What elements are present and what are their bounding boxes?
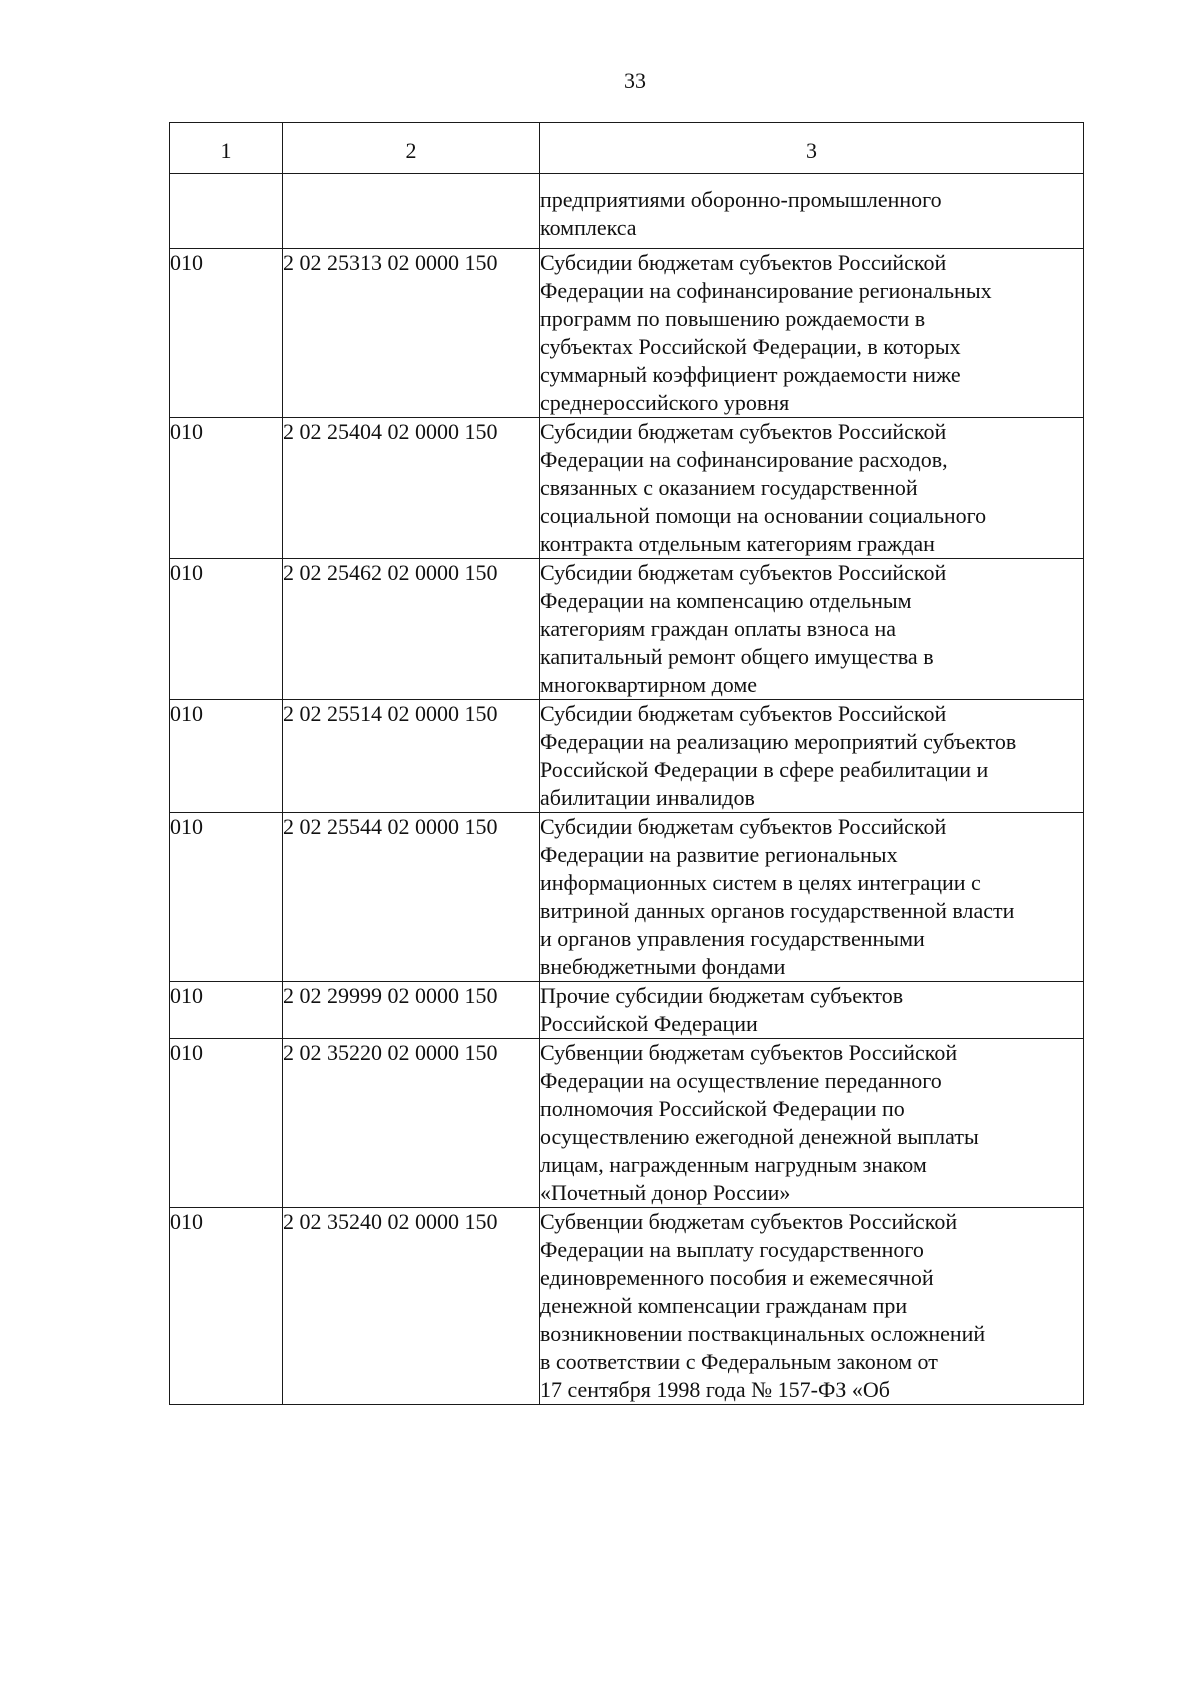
description-line: Федерации на развитие региональных xyxy=(540,842,898,867)
description-cell xyxy=(540,813,1084,982)
description-line: в соответствии с Федеральным законом от xyxy=(540,1349,938,1374)
column-header-2: 2 xyxy=(283,123,540,174)
description-line: Федерации на осуществление переданного xyxy=(540,1068,942,1093)
description-line: Федерации на реализацию мероприятий субъектов xyxy=(540,729,1017,754)
admin-code-cell: 010 xyxy=(170,982,283,1039)
description-cell xyxy=(540,700,1084,813)
description-line: Федерации на выплату государственного xyxy=(540,1237,924,1262)
revenue-code-cell: 2 02 25544 02 0000 150 xyxy=(283,813,540,982)
description-line: капитальный ремонт общего имущества в xyxy=(540,644,934,669)
page-number: 33 xyxy=(624,68,646,93)
table-row xyxy=(170,174,1084,249)
admin-code-cell: 010 xyxy=(170,249,283,418)
revenue-code-cell: 2 02 25462 02 0000 150 xyxy=(283,559,540,700)
revenue-code-cell: 2 02 25404 02 0000 150 xyxy=(283,418,540,559)
description-line: денежной компенсации гражданам при xyxy=(540,1293,908,1318)
description-line: Субвенции бюджетам субъектов Российской xyxy=(540,1040,958,1065)
description-line: предприятиями оборонно-промышленного xyxy=(540,187,942,212)
description-cell xyxy=(540,249,1084,418)
description-line: внебюджетными фондами xyxy=(540,954,786,979)
table-row xyxy=(170,418,1084,559)
revenue-code-cell: 2 02 35220 02 0000 150 xyxy=(283,1039,540,1208)
revenue-code-cell xyxy=(283,174,540,249)
description-cell xyxy=(540,418,1084,559)
description-cell xyxy=(540,982,1084,1039)
table-row xyxy=(170,813,1084,982)
description-line: информационных систем в целях интеграции с xyxy=(540,870,981,895)
description-line: Субсидии бюджетам субъектов Российской xyxy=(540,701,947,726)
description-cell xyxy=(540,1208,1084,1405)
description-line: Российской Федерации в сфере реабилитации и xyxy=(540,757,989,782)
description-cell xyxy=(540,559,1084,700)
description-line: Прочие субсидии бюджетам субъектов xyxy=(540,983,904,1008)
description-cell xyxy=(540,174,1084,249)
budget-codes-table xyxy=(169,122,1084,1405)
description-line: 17 сентября 1998 года № 157-ФЗ «Об xyxy=(540,1377,890,1402)
admin-code-cell: 010 xyxy=(170,418,283,559)
description-line: полномочия Российской Федерации по xyxy=(540,1096,905,1121)
admin-code-cell: 010 xyxy=(170,1039,283,1208)
description-line: витриной данных органов государственной власти xyxy=(540,898,1015,923)
description-line: Субвенции бюджетам субъектов Российской xyxy=(540,1209,958,1234)
description-line: Федерации на компенсацию отдельным xyxy=(540,588,912,613)
table-row xyxy=(170,249,1084,418)
column-header-3: 3 xyxy=(540,123,1084,174)
description-line: Федерации на софинансирование региональных xyxy=(540,278,992,303)
table-header-row xyxy=(170,123,1084,174)
description-line: «Почетный донор России» xyxy=(540,1180,791,1205)
description-line: многоквартирном доме xyxy=(540,672,758,697)
description-line: лицам, награжденным нагрудным знаком xyxy=(540,1152,927,1177)
description-line: Субсидии бюджетам субъектов Российской xyxy=(540,814,947,839)
description-cell xyxy=(540,1039,1084,1208)
column-header-1: 1 xyxy=(170,123,283,174)
revenue-code-cell: 2 02 25514 02 0000 150 xyxy=(283,700,540,813)
revenue-code-cell: 2 02 25313 02 0000 150 xyxy=(283,249,540,418)
description-line: и органов управления государственными xyxy=(540,926,925,951)
description-line: Субсидии бюджетам субъектов Российской xyxy=(540,560,947,585)
description-line: Федерации на софинансирование расходов, xyxy=(540,447,948,472)
description-line: связанных с оказанием государственной xyxy=(540,475,918,500)
description-line: комплекса xyxy=(540,215,637,240)
table-row xyxy=(170,700,1084,813)
description-line: Субсидии бюджетам субъектов Российской xyxy=(540,419,947,444)
description-line: Субсидии бюджетам субъектов Российской xyxy=(540,250,947,275)
admin-code-cell: 010 xyxy=(170,1208,283,1405)
table-row xyxy=(170,1208,1084,1405)
description-line: категориям граждан оплаты взноса на xyxy=(540,616,897,641)
description-line: единовременного пособия и ежемесячной xyxy=(540,1265,934,1290)
description-line: социальной помощи на основании социального xyxy=(540,503,987,528)
description-line: программ по повышению рождаемости в xyxy=(540,306,926,331)
description-line: субъектах Российской Федерации, в которых xyxy=(540,334,961,359)
description-line: осуществлению ежегодной денежной выплаты xyxy=(540,1124,979,1149)
table-row xyxy=(170,982,1084,1039)
revenue-code-cell: 2 02 35240 02 0000 150 xyxy=(283,1208,540,1405)
revenue-code-cell: 2 02 29999 02 0000 150 xyxy=(283,982,540,1039)
description-line: среднероссийского уровня xyxy=(540,390,790,415)
description-line: суммарный коэффициент рождаемости ниже xyxy=(540,362,961,387)
description-line: возникновении поствакцинальных осложнений xyxy=(540,1321,986,1346)
table-row xyxy=(170,559,1084,700)
admin-code-cell: 010 xyxy=(170,813,283,982)
description-line: абилитации инвалидов xyxy=(540,785,755,810)
admin-code-cell: 010 xyxy=(170,700,283,813)
description-line: контракта отдельным категориям граждан xyxy=(540,531,935,556)
admin-code-cell: 010 xyxy=(170,559,283,700)
description-line: Российской Федерации xyxy=(540,1011,758,1036)
admin-code-cell xyxy=(170,174,283,249)
table-row xyxy=(170,1039,1084,1208)
